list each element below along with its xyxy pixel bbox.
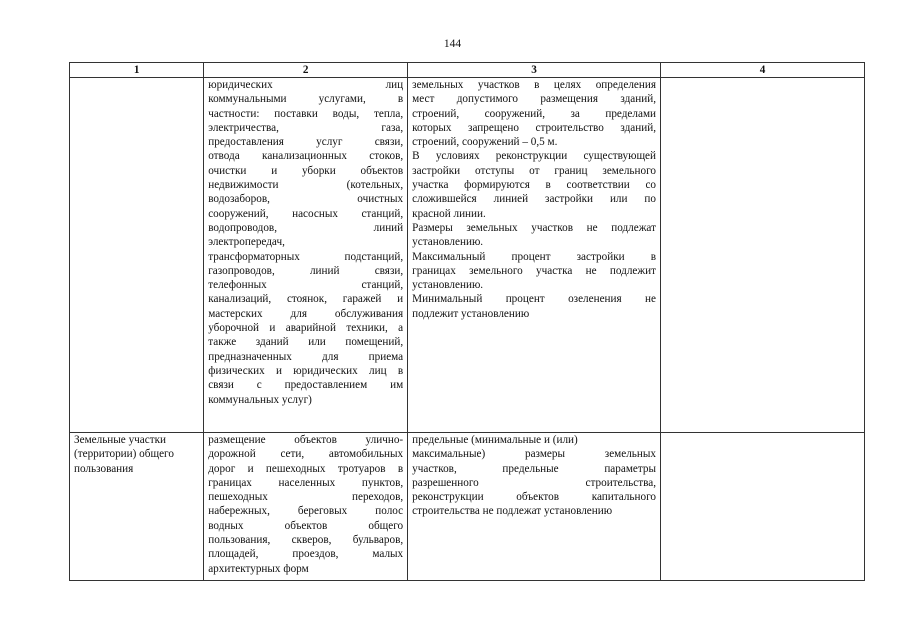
cell-line: водозаборов, очистных (208, 193, 404, 206)
cell-line: границах населенных пунктов, (208, 476, 404, 489)
cell-line: участков, предельные параметры (412, 462, 657, 475)
cell-line: пешеходных переходов, (208, 491, 404, 504)
row2-zone-cell (70, 433, 204, 581)
row2-parameters-cell (408, 433, 661, 581)
cell-line: установлению. (412, 279, 484, 292)
cell-line: установлению. (412, 236, 484, 249)
cell-line: (территории) общего (74, 448, 174, 461)
cell-line: дорог и пешеходных тротуаров в (208, 462, 404, 475)
cell-line: водопроводов, линий (208, 221, 404, 234)
cell-line: границах земельного участка не подлежит (412, 264, 657, 277)
table-row (70, 433, 865, 581)
cell-line: дорожной сети, автомобильных (208, 448, 404, 461)
cell-line: мастерских для обслуживания (208, 307, 404, 320)
cell-line: В условиях реконструкции существующей (412, 150, 657, 163)
cell-line: строительства не подлежат установлению (412, 505, 613, 518)
cell-line: электричества, газа, (208, 121, 404, 134)
cell-line: электропередач, (208, 236, 285, 249)
cell-line: газопроводов, линий связи, (208, 264, 404, 277)
cell-line: архитектурных форм (208, 562, 309, 575)
cell-line: коммунальными услугами, в (208, 93, 404, 106)
cell-line: уборочной и аварийной техники, а (208, 322, 404, 335)
page-number: 144 (443, 38, 462, 50)
row2-permitted-use-cell (204, 433, 408, 581)
cell-line: водных объектов общего (208, 519, 404, 532)
cell-line: отвода канализационных стоков, (208, 150, 404, 163)
cell-line: связи с предоставлением им (208, 379, 404, 392)
row1-parameters-cell (408, 78, 661, 433)
cell-line: мест допустимого размещения зданий, (412, 93, 657, 106)
table-header-row (70, 63, 865, 78)
cell-line: предназначенных для приема (208, 350, 404, 363)
row1-notes-cell (661, 78, 865, 433)
row1-zone-cell (70, 78, 204, 433)
column-header-1: 1 (70, 63, 204, 78)
column-header-2: 2 (204, 63, 408, 78)
cell-line: которых запрещено строительство зданий, (412, 121, 657, 134)
cell-line: сооружений, насосных станций, (208, 207, 404, 220)
cell-line: юридических лиц (208, 79, 404, 91)
cell-line: подлежит установлению (412, 307, 530, 320)
cell-line: Земельные участки (74, 434, 167, 446)
cell-line: площадей, проездов, малых (208, 548, 404, 561)
cell-line: размещение объектов улично- (208, 434, 404, 446)
cell-line: частности: поставки воды, тепла, (208, 107, 404, 120)
column-header-4: 4 (661, 63, 865, 78)
cell-line: строений, сооружений, за пределами (412, 107, 657, 120)
cell-line: строений, сооружений – 0,5 м. (412, 136, 558, 149)
cell-line: пользования, скверов, бульваров, (208, 534, 404, 547)
row1-permitted-use-cell (204, 78, 408, 433)
cell-line: предоставления услуг связи, (208, 136, 404, 149)
cell-line: участка формируются в соответствии со (412, 179, 657, 192)
cell-line: земельных участков в целях определения (412, 79, 657, 91)
cell-line: сложившейся линией застройки или по (412, 193, 657, 206)
row2-notes-cell (661, 433, 865, 581)
cell-line: телефонных станций, (208, 279, 404, 292)
cell-line: физических и юридических лиц в (208, 364, 404, 377)
cell-line: застройки отступы от границ земельного (412, 164, 657, 177)
table-row (70, 78, 865, 433)
cell-line: разрешенного строительства, (412, 476, 657, 489)
cell-line: трансформаторных подстанций, (208, 250, 404, 263)
cell-line: очистки и уборки объектов (208, 164, 404, 177)
cell-line: Максимальный процент застройки в (412, 250, 657, 263)
column-header-3: 3 (408, 63, 661, 78)
cell-line: Минимальный процент озеленения не (412, 293, 657, 306)
cell-line: максимальные) размеры земельных (412, 448, 657, 461)
regulations-table (69, 62, 865, 581)
cell-line: набережных, береговых полос (208, 505, 404, 518)
cell-line: коммунальных услуг) (208, 393, 312, 406)
cell-line: предельные (минимальные и (или) (412, 434, 578, 446)
cell-line: реконструкции объектов капитального (412, 491, 657, 504)
cell-line: пользования (74, 462, 134, 475)
cell-line: также зданий или помещений, (208, 336, 404, 349)
cell-line: Размеры земельных участков не подлежат (412, 221, 657, 234)
cell-line: красной линии. (412, 207, 486, 220)
cell-line: недвижимости (котельных, (208, 179, 404, 192)
cell-line: канализаций, стоянок, гаражей и (208, 293, 404, 306)
